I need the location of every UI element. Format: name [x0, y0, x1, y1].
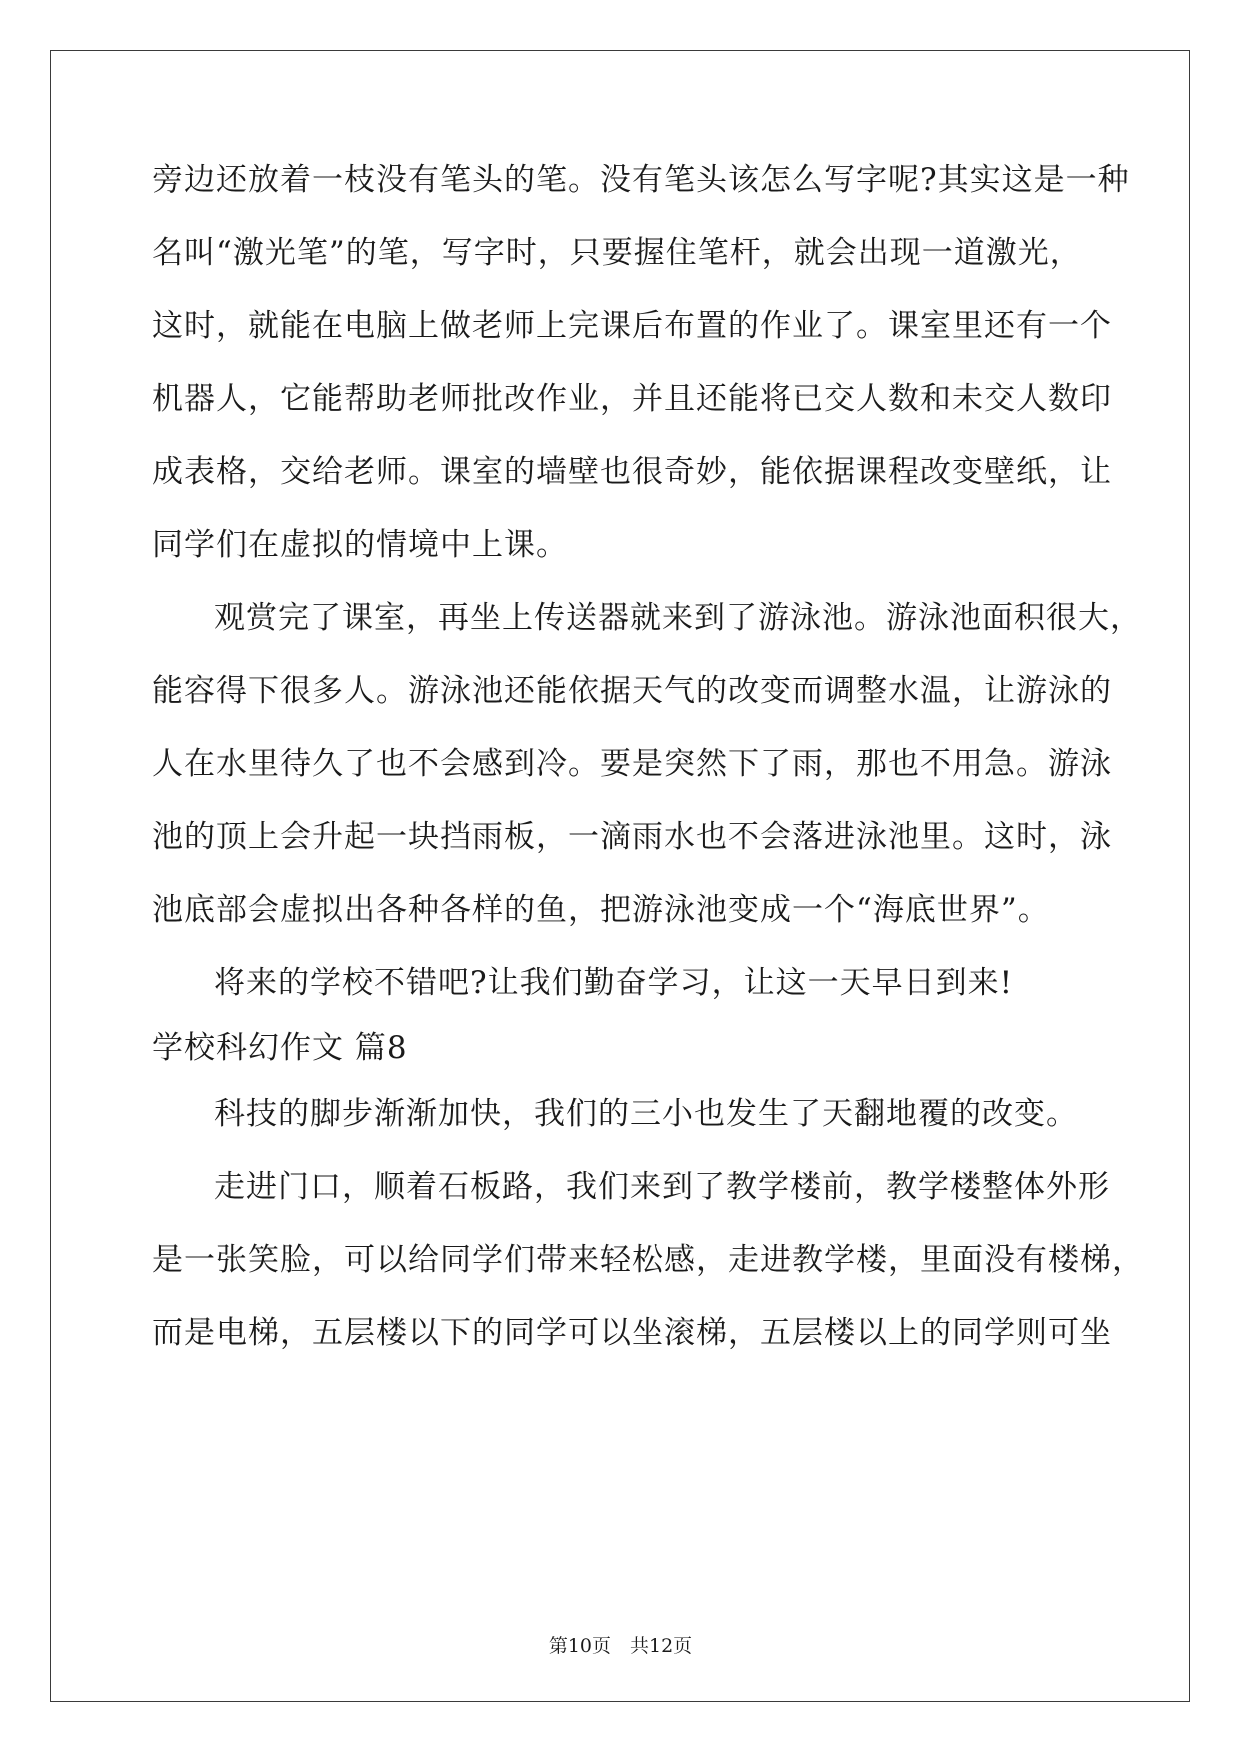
text-line: 同学们在虚拟的情境中上课。: [152, 527, 568, 563]
paragraph-start: 科技的脚步渐渐加快，我们的三小也发生了天翻地覆的改变。: [214, 1096, 1078, 1132]
text-line: 池的顶上会升起一块挡雨板，一滴雨水也不会落进泳池里。这时，泳: [152, 819, 1112, 855]
text-line: 而是电梯，五层楼以下的同学可以坐滚梯，五层楼以上的同学则可坐: [152, 1315, 1112, 1351]
paragraph-start: 走进门口，顺着石板路，我们来到了教学楼前，教学楼整体外形: [214, 1169, 1110, 1205]
section-heading: 学校科幻作文 篇8: [152, 1030, 408, 1066]
paragraph-start: 观赏完了课室，再坐上传送器就来到了游泳池。游泳池面积很大，: [214, 600, 1142, 636]
text-line: 是一张笑脸，可以给同学们带来轻松感，走进教学楼，里面没有楼梯，: [152, 1242, 1144, 1278]
text-line: 机器人，它能帮助老师批改作业，并且还能将已交人数和未交人数印: [152, 381, 1112, 417]
text-line: 能容得下很多人。游泳池还能依据天气的改变而调整水温，让游泳的: [152, 673, 1112, 709]
text-line: 成表格，交给老师。课室的墙壁也很奇妙，能依据课程改变壁纸，让: [152, 454, 1112, 490]
text-line: 人在水里待久了也不会感到冷。要是突然下了雨，那也不用急。游泳: [152, 746, 1112, 782]
page-border: [50, 50, 1190, 1702]
text-line: 旁边还放着一枝没有笔头的笔。没有笔头该怎么写字呢?其实这是一种: [152, 162, 1130, 198]
text-line: 名叫“激光笔”的笔，写字时，只要握住笔杆，就会出现一道激光，: [152, 235, 1082, 271]
text-line: 池底部会虚拟出各种各样的鱼，把游泳池变成一个“海底世界”。: [152, 892, 1050, 928]
page-number: 第10页 共12页: [548, 1635, 693, 1657]
paragraph-start: 将来的学校不错吧?让我们勤奋学习，让这一天早日到来!: [214, 965, 1014, 1001]
text-line: 这时，就能在电脑上做老师上完课后布置的作业了。课室里还有一个: [152, 308, 1112, 344]
